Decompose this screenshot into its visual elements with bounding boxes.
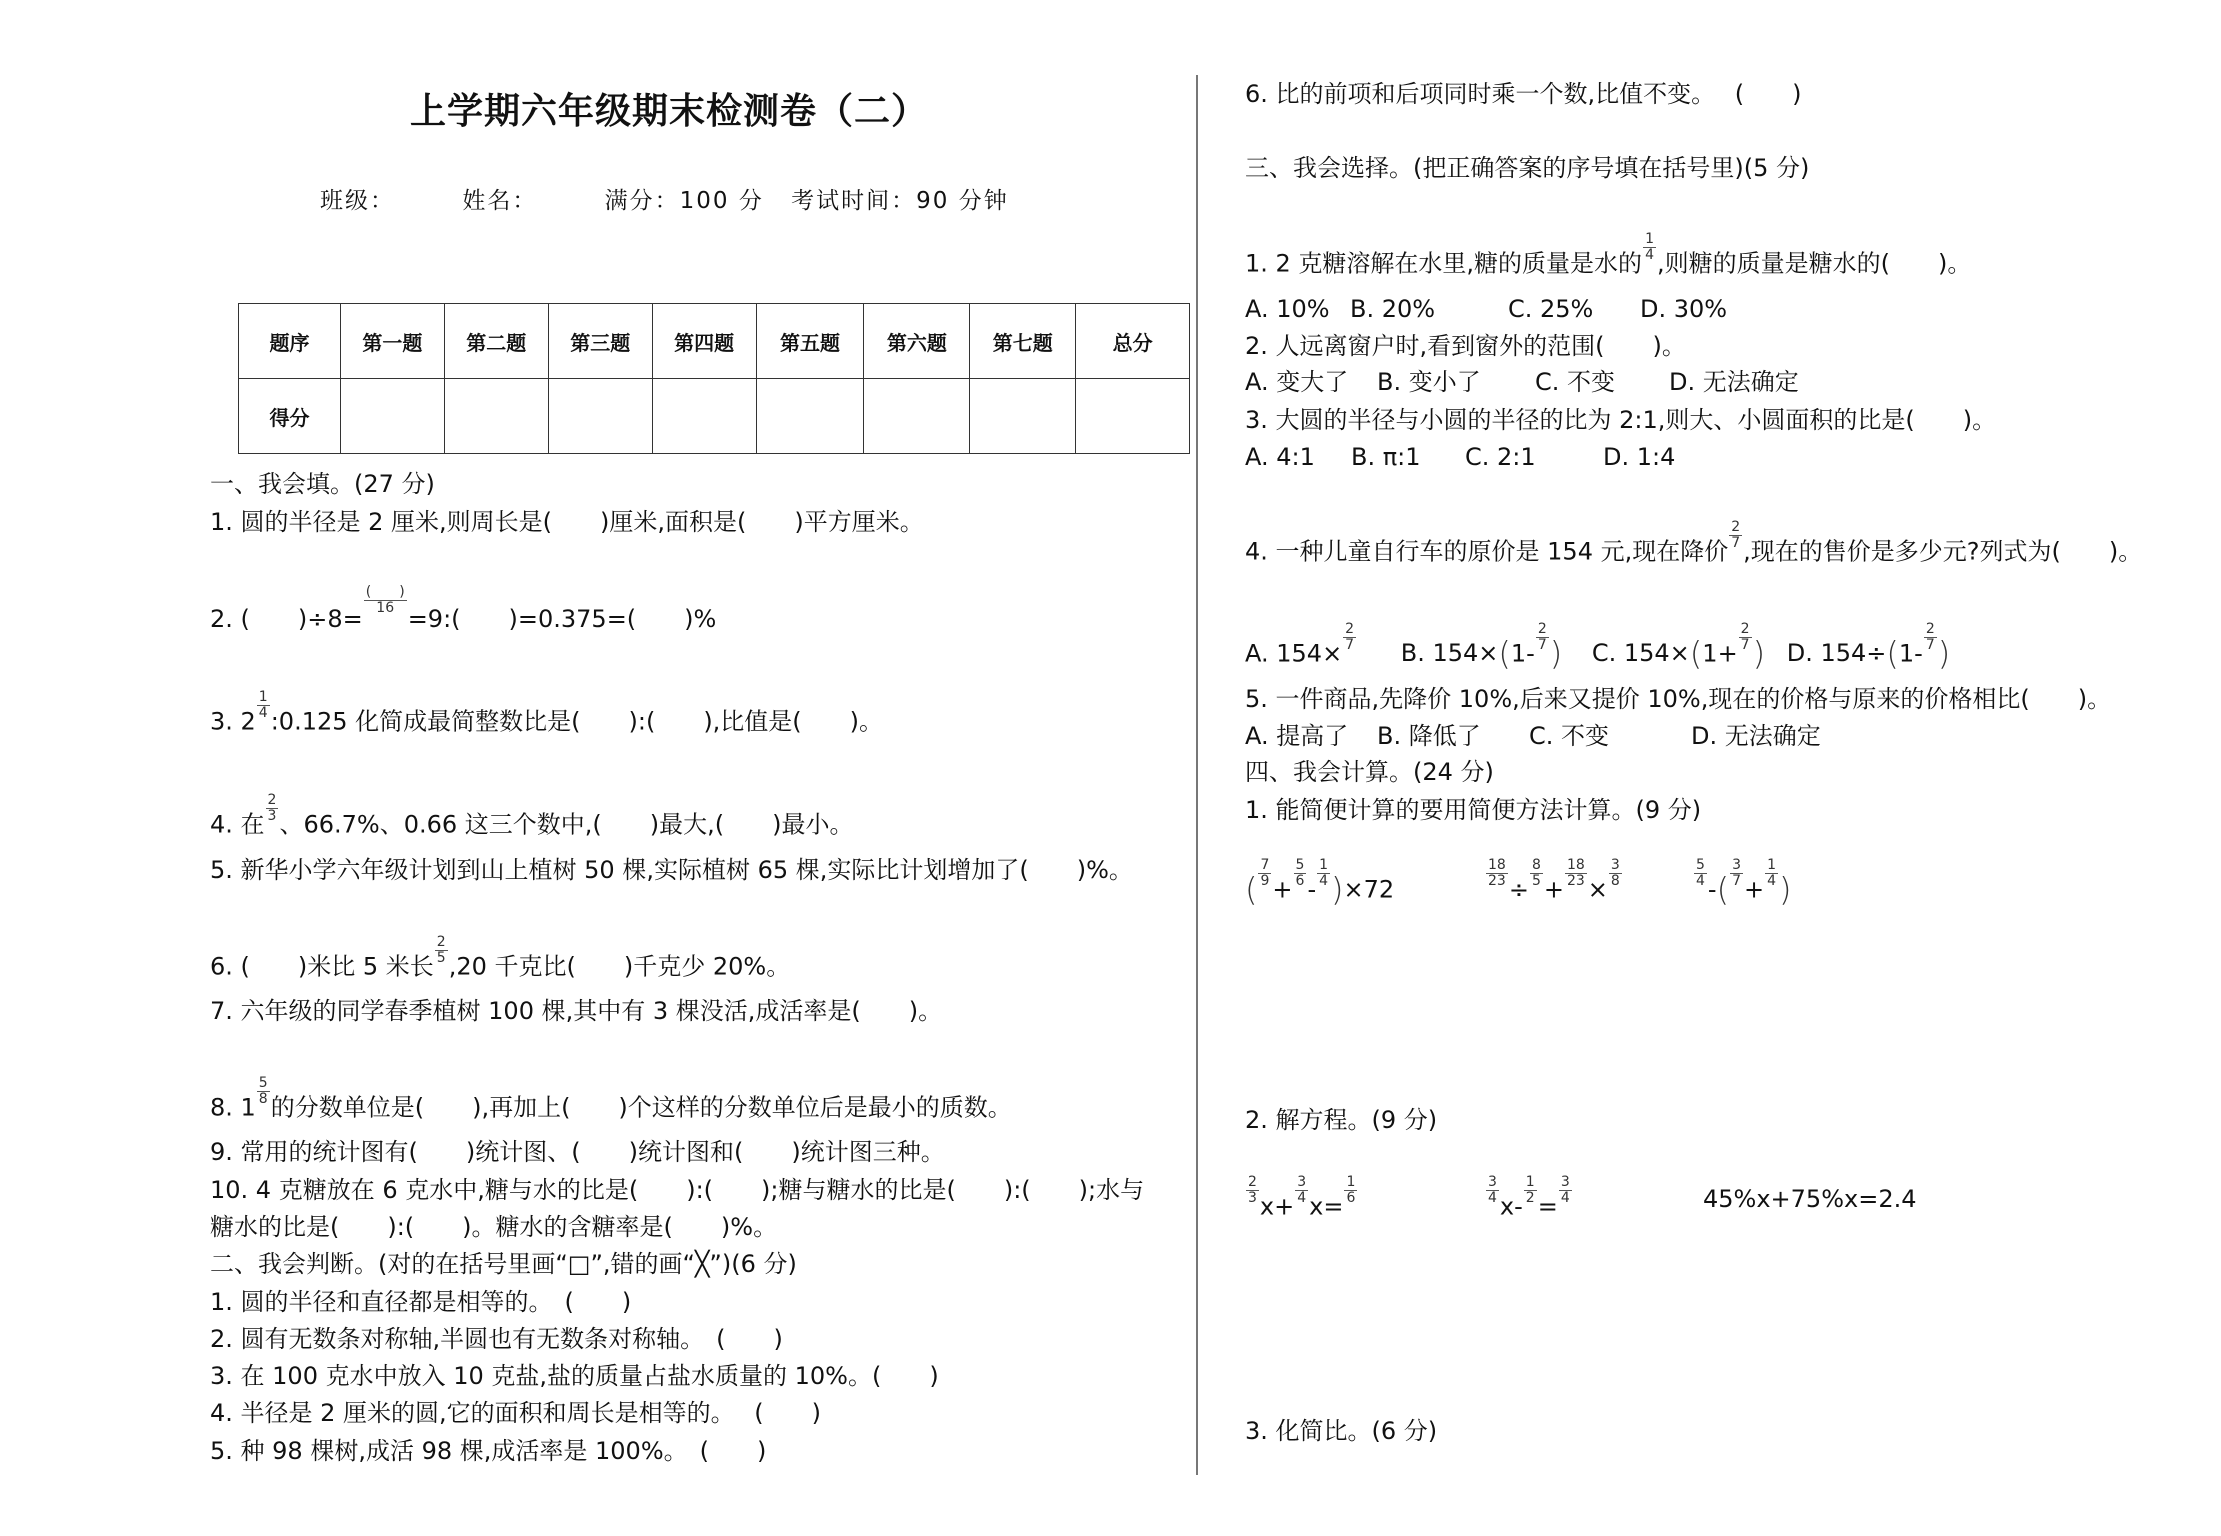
equation-2: $\frac{3}{4}$ x- $\frac{1}{2}$ = $\frac{3}{4}$ [1488,1174,1570,1221]
exam-time: 考试时间：90 分钟 [791,188,1009,214]
score-header-cell: 第一题 [340,304,444,379]
question-1-6: 6. ( )米比 5 米长 $\frac{2}{5}$ ,20 千克比( )千克少 20%。 [210,934,791,981]
expression-2: $\frac{18}{23}$ ÷ $\frac{8}{5}$ + $\frac{18}{23}$ × $\frac{3}{8}$ [1488,857,1620,904]
section-1-heading: 一、我会填。(27 分) [210,470,435,498]
choice-1: 1. 2 克糖溶解在水里,糖的质量是水的 $\frac{1}{4}$ ,则糖的质量是糖水的( )。 [1245,231,1972,278]
choice-4-options: A. 154× $\frac{2}{7}$ B. 154×(1- $\frac{2}{7}$ ) C. 154×(1+ $\frac{2}{7}$ ) D. 154÷(1- $\frac{2}{7}$ ) [1245,621,1951,673]
fraction: ( ) 16 [365,584,405,616]
judge-6: 6. 比的前项和后项同时乘一个数,比值不变。 ( ) [1245,80,1802,108]
expression-1: ( $\frac{7}{9}$ + $\frac{5}{6}$ - $\frac{1}{4}$ )×72 [1245,857,1395,909]
choice-2: 2. 人远离窗户时,看到窗外的范围( )。 [1245,332,1686,360]
question-1-9: 9. 常用的统计图有( )统计图、( )统计图和( )统计图三种。 [210,1138,945,1166]
score-header-cell: 第六题 [864,304,970,379]
calc-2-heading: 2. 解方程。(9 分) [1245,1106,1438,1134]
question-1-5: 5. 新华小学六年级计划到山上植树 50 棵,实际植树 65 棵,实际比计划增加了( )%。 [210,856,1133,884]
score-table [238,303,1190,454]
choice-4: 4. 一种儿童自行车的原价是 154 元,现在降价 $\frac{2}{7}$ ,现在的售价是多少元?列式为( )。 [1245,519,2143,566]
score-input-cell[interactable] [652,379,756,454]
question-1-4: 4. 在 $\frac{2}{3}$ 、66.7%、0.66 这三个数中,( )最大,( )最小。 [210,792,854,839]
score-header-cell: 总分 [1076,304,1190,379]
choice-5: 5. 一件商品,先降价 10%,后来又提价 10%,现在的价格与原来的价格相比( )。 [1245,685,2112,713]
judge-3: 3. 在 100 克水中放入 10 克盐,盐的质量占盐水质量的 10%。( ) [210,1362,939,1390]
choice-5-options: A. 提高了 B. 降低了 C. 不变 D. 无法确定 [1245,722,1821,750]
section-2-heading: 二、我会判断。(对的在括号里画“□”,错的画“╳”)(6 分) [210,1250,797,1278]
student-info-line [320,188,1067,216]
choice-3-options: A. 4:1 B. π:1 C. 2:1 D. 1:4 [1245,443,1676,471]
judge-4: 4. 半径是 2 厘米的圆,它的面积和周长是相等的。 ( ) [210,1399,822,1427]
section-3-heading: 三、我会选择。(把正确答案的序号填在括号里)(5 分) [1245,154,1810,182]
left-column [200,0,1190,1536]
page-title: 上学期六年级期末检测卷（二） [410,91,929,132]
equation-3: 45%x+75%x=2.4 [1703,1185,1917,1213]
section-4-heading: 四、我会计算。(24 分) [1245,758,1494,786]
question-1-10-line1: 10. 4 克糖放在 6 克水中,糖与水的比是( ):( );糖与糖水的比是( ):( );水与 [210,1176,1145,1204]
fraction: $\frac{2}{3}$ [267,792,277,824]
score-header-cell: 第七题 [970,304,1076,379]
fraction: $\frac{1}{4}$ [1645,231,1654,263]
score-header-cell: 第二题 [444,304,548,379]
score-input-cell[interactable] [444,379,548,454]
score-input-cell[interactable] [1076,379,1190,454]
calc-1-heading: 1. 能简便计算的要用简便方法计算。(9 分) [1245,796,1702,824]
score-input-cell[interactable] [340,379,444,454]
fraction: $\frac{2}{5}$ [436,934,446,966]
fraction: $\frac{1}{4}$ [258,689,268,721]
judge-1: 1. 圆的半径和直径都是相等的。 ( ) [210,1288,632,1316]
score-input-cell[interactable] [548,379,652,454]
question-1-2: 2. ( )÷8= ( ) 16 =9:( )=0.375=( )% [210,584,717,634]
choice-1-options: A. 10% B. 20% C. 25% D. 30% [1245,295,1728,323]
right-column [1235,0,2195,1536]
choice-2-options: A. 变大了 B. 变小了 C. 不变 D. 无法确定 [1245,368,1799,396]
full-score: 满分：100 分 [604,188,764,214]
expression-3: $\frac{5}{4}$ -( $\frac{3}{7}$ + $\frac{1}{4}$ ) [1696,857,1792,909]
judge-5: 5. 种 98 棵树,成活 98 棵,成活率是 100%。 ( ) [210,1437,767,1465]
score-header-cell: 第三题 [548,304,652,379]
class-label: 班级： [320,188,395,214]
choice-3: 3. 大圆的半径与小圆的半径的比为 2:1,则大、小圆面积的比是( )。 [1245,406,1997,434]
score-header-cell: 题序 [239,304,341,379]
judge-2: 2. 圆有无数条对称轴,半圆也有无数条对称轴。 ( ) [210,1325,783,1353]
score-header-cell: 第五题 [756,304,864,379]
fraction: $\frac{2}{7}$ [1731,519,1741,551]
score-header-cell: 第四题 [652,304,756,379]
calc-3-heading: 3. 化简比。(6 分) [1245,1417,1438,1445]
score-input-cell[interactable] [756,379,864,454]
equation-1: $\frac{2}{3}$ x+ $\frac{3}{4}$ x= $\frac{1}{6}$ [1248,1174,1356,1221]
score-input-cell[interactable] [970,379,1076,454]
question-1-8: 8. 1 $\frac{5}{8}$ 的分数单位是( ),再加上( )个这样的分数单位后是最小的质数。 [210,1075,1012,1122]
question-1-1: 1. 圆的半径是 2 厘米,则周长是( )厘米,面积是( )平方厘米。 [210,508,924,536]
score-row-label: 得分 [239,379,341,454]
question-1-10-line2: 糖水的比是( ):( )。糖水的含糖率是( )%。 [210,1213,778,1241]
column-divider [1196,75,1198,1475]
question-1-3: 3. 2 $\frac{1}{4}$ :0.125 化简成最简整数比是( ):( ),比值是( )。 [210,689,884,736]
fraction: $\frac{5}{8}$ [258,1075,268,1107]
question-1-7: 7. 六年级的同学春季植树 100 棵,其中有 3 棵没活,成活率是( )。 [210,997,943,1025]
name-label: 姓名： [462,188,538,214]
score-input-cell[interactable] [864,379,970,454]
